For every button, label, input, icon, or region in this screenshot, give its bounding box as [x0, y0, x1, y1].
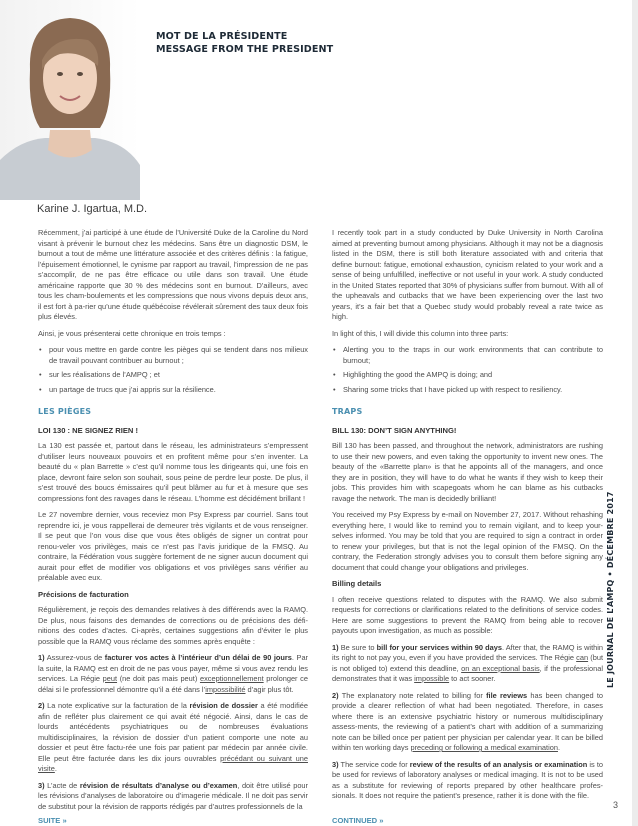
en-plan-intro: In light of this, I will divide this column into three parts:: [332, 328, 509, 338]
list-item: • Alerting you to the traps in our work environments that can contribute to burnout;: [332, 345, 603, 366]
fr-paragraph-2: Le 27 novembre dernier, vous receviez mon Psy Express par courriel. Sans tout reprendre ici, je vous rappellerai de demeurer très vigilants et de vous renseigner. Il se peut que l’on vous dise que vous êtes obligés de signer un contrat pour renou-veler vos privilèges, mais ce n’est pas l’avis juridique de la FMSQ. Au contraire, la Fédération vous suggère fortement de ne signer aucun document qui aurait pour effet de modifier vos obligations et vos privilèges sans vérifier au préalable avec eux.: [38, 510, 308, 582]
portrait-photo-icon: [0, 0, 140, 200]
en-numbered-item-1: 1) Be sure to bill for your services within 90 days. After that, the RAMQ is within its right to not pay you, even if you have provided the services. The Régie can (but is not obliged to) extend this deadline, on an exceptional basis, if the professional demonstrates that it was impossible to act sooner.: [332, 642, 603, 683]
list-item: • Highlighting the good the AMPQ is doing; and: [332, 370, 603, 381]
en-plan-list: [332, 345, 603, 395]
fr-plan-list: [38, 345, 308, 395]
fr-intro: Récemment, j’ai participé à une étude de l’Université Duke de la Caroline du Nord visant à prévenir le burnout chez les médecins. Sans être un diagnostic DSM, le burnout a tout de même une littérature associée et des critères définis : la fatigue, l’épuisement émotionnel, le cynisme par rapport au travail, l’impression de ne pas s’accomplir, de ne pas être efficace ou utile dans son travail. Une étude américaine rapporte que 30 % des médecins sont en burnout. D’ailleurs, avec tous les cham-boulements et les compressions que nous vivons depuis deux ans, il est fort à pa-rier qu’une étude québécoise révélerait sûrement des taux deux fois plus élevés.: [38, 228, 308, 321]
fr-subheading-bill: LOI 130 : NE SIGNEZ RIEN !: [38, 425, 139, 435]
en-paragraph-1: Bill 130 has been passed, and throughout the network, administrators are rushing to use their new powers, and even taking the opportunity to invent new ones. The beauty of the «Barrette plan» is that he appoints all of the managers, and once they are in position, they will have to do what he wants if they wish to keep their jobs. This provides him with scapegoats whom he can blame as his cutbacks ravage the network. The man is decidedly brilliant!: [332, 441, 603, 503]
list-item: • un partage de trucs que j’ai appris sur la résilience.: [38, 385, 308, 396]
fr-numbered-item-1: 1) Assurez-vous de facturer vos actes à l’intérieur d’un délai de 90 jours. Par la suite, la RAMQ est en droit de ne pas vous payer, même si vous avez rendu les services. La Régie peut (ne doit pas mais peut) exceptionnellement prolonger ce délai si le professionnel démontre qu’il a été dans l’impossibilité d’agir plus tôt.: [38, 653, 309, 694]
en-paragraph-2: You received my Psy Express by e-mail on November 27, 2017. Without rehashing everything here, I would like to remind you to remain vigilant, and to keep your-selves informed. You may be told that you are required to sign a contract in order to renew your privileges, but that is not the legal opinion of the FMSQ. On the contrary, the Federation strongly advises you to consult them before signing any document that could change your obligations and privileges.: [332, 510, 603, 572]
fr-section-title: LES PIÈGES: [38, 407, 92, 416]
fr-paragraph-1: La 130 est passée et, partout dans le réseau, les administrateurs s’empressent d’utiliser leurs nouveaux pouvoirs et en profitent même pour s’en inventer. La beauté du « plan Barrette » c’est qu’il nomme tous les dirigeants qui, une fois en place, devront faire selon son souhait, sous peine de perdre leur poste. De plus, il s’est trouvé des boucs émissaires qu’il peut blâmer au fur et à mesure que ses compressions font des ravages dans le réseau. L’homme est décidément brillant !: [38, 441, 308, 503]
list-item: • sur les réalisations de l’AMPQ ; et: [38, 370, 308, 381]
en-subheading-bill: BILL 130: DON’T SIGN ANYTHING!: [332, 425, 457, 435]
french-column: [38, 228, 308, 818]
page-edge-bar: [632, 0, 638, 826]
fr-plan-intro: Ainsi, je vous présenterai cette chronique en trois temps :: [38, 328, 226, 338]
page-heading: [156, 30, 333, 56]
en-subheading-billing: Billing details: [332, 579, 382, 588]
en-paragraph-3: I often receive questions related to disputes with the RAMQ. We also submit requests for corrections or clarifications related to the definitions of service codes. Here are some suggestions to prevent the RAMQ from being able to recover payouts upon investigation, as much as possible:: [332, 594, 603, 635]
en-intro: I recently took part in a study conducted by Duke University in North Carolina aimed at preventing burnout among physicians. Although it may not be a diagnosis listed in the DSM, there is still both literature associated with and criteria that define burnout: fatigue, emotional exhaustion, cynicism related to your work and a sense of being unfulfilled, ineffective or not useful in your work. A study conducted in the United States reported that 30% of physicians suffer from burnout. With all of the upheavals and cutbacks that we have been experiencing over the last two years, it’s a fair bet that a Quebec study would probably reveal a rate twice as high.: [332, 228, 603, 321]
president-portrait-photo: [0, 0, 140, 200]
en-numbered-item-3: 3) The service code for review of the results of an analysis or examination is to be used for reviews of laboratory analyses or medical imaging. It is not to be used as a substitute for reviewing of reports prepared by other healthcare profes-sionals. It does not require the patient’s presence, rather it is done with the file.: [332, 759, 604, 800]
en-continued-link[interactable]: CONTINUED »: [332, 816, 384, 825]
fr-paragraph-3: Régulièrement, je reçois des demandes relatives à des différends avec la RAMQ. De plus, nous faisons des demandes de corrections ou de précisions des défi-nitions des codes d’actes. Ci-après, certaines suggestions afin d’éviter le plus possible que la RAMQ vous réclame des sommes après enquête :: [38, 605, 308, 646]
list-item: • Sharing some tricks that I have picked up with respect to resiliency.: [332, 385, 603, 396]
heading-english: MESSAGE FROM THE PRESIDENT: [156, 44, 334, 55]
fr-continued-link[interactable]: SUITE »: [38, 816, 67, 825]
en-section-title: TRAPS: [332, 407, 363, 416]
fr-numbered-item-2: 2) La note explicative sur la facturation de la révision de dossier a été modifiée afin de refléter plus clairement ce qui avait été négocié. Ainsi, dans le cas de lourds antécédents psychiatriques ou de nombreuses évaluations multidisciplinaires, la révision de dossier d’un patient comporte une note au dossier et peut être factu-rée une fois par patient par médecin par année civile. Elle peut être facturée dans les dix jours ouvrables précédant ou suivant une visite.: [38, 701, 308, 773]
english-column: [332, 228, 603, 808]
list-item: • pour vous mettre en garde contre les pièges qui se tendent dans nos milieux de travail pouvant contribuer au burnout ;: [38, 345, 308, 366]
author-signature: Karine J. Igartua, M.D.: [37, 203, 148, 215]
en-numbered-item-2: 2) The explanatory note related to billing for file reviews has been changed to provide a clearer reflection of what had been negotiated. Therefore, in cases where there is an extensive psychiatric history or numerous multidisciplinary assess-ments, the reviewing of a patient’s chart with addition of a summarizing note can be billed once per patient per physician per calendar year. It can be billed within ten working days preceding or following a medical examination.: [332, 690, 604, 752]
heading-french: MOT DE LA PRÉSIDENTE: [156, 31, 288, 42]
fr-numbered-item-3: 3) L’acte de révision de résultats d’analyse ou d’examen, doit être utilisé pour les révisions d’analyses de laboratoire ou d’imagerie médicale. Il ne doit pas servir de substitut pour la révision de rapports rédigés par d’autres professionnels de la: [38, 780, 309, 811]
fr-subheading-billing: Précisions de facturation: [38, 589, 129, 599]
journal-title-text: LE JOURNAL DE L’AMPQ • DÉCEMBRE 2017: [606, 491, 615, 688]
page-number: 3: [613, 800, 619, 810]
